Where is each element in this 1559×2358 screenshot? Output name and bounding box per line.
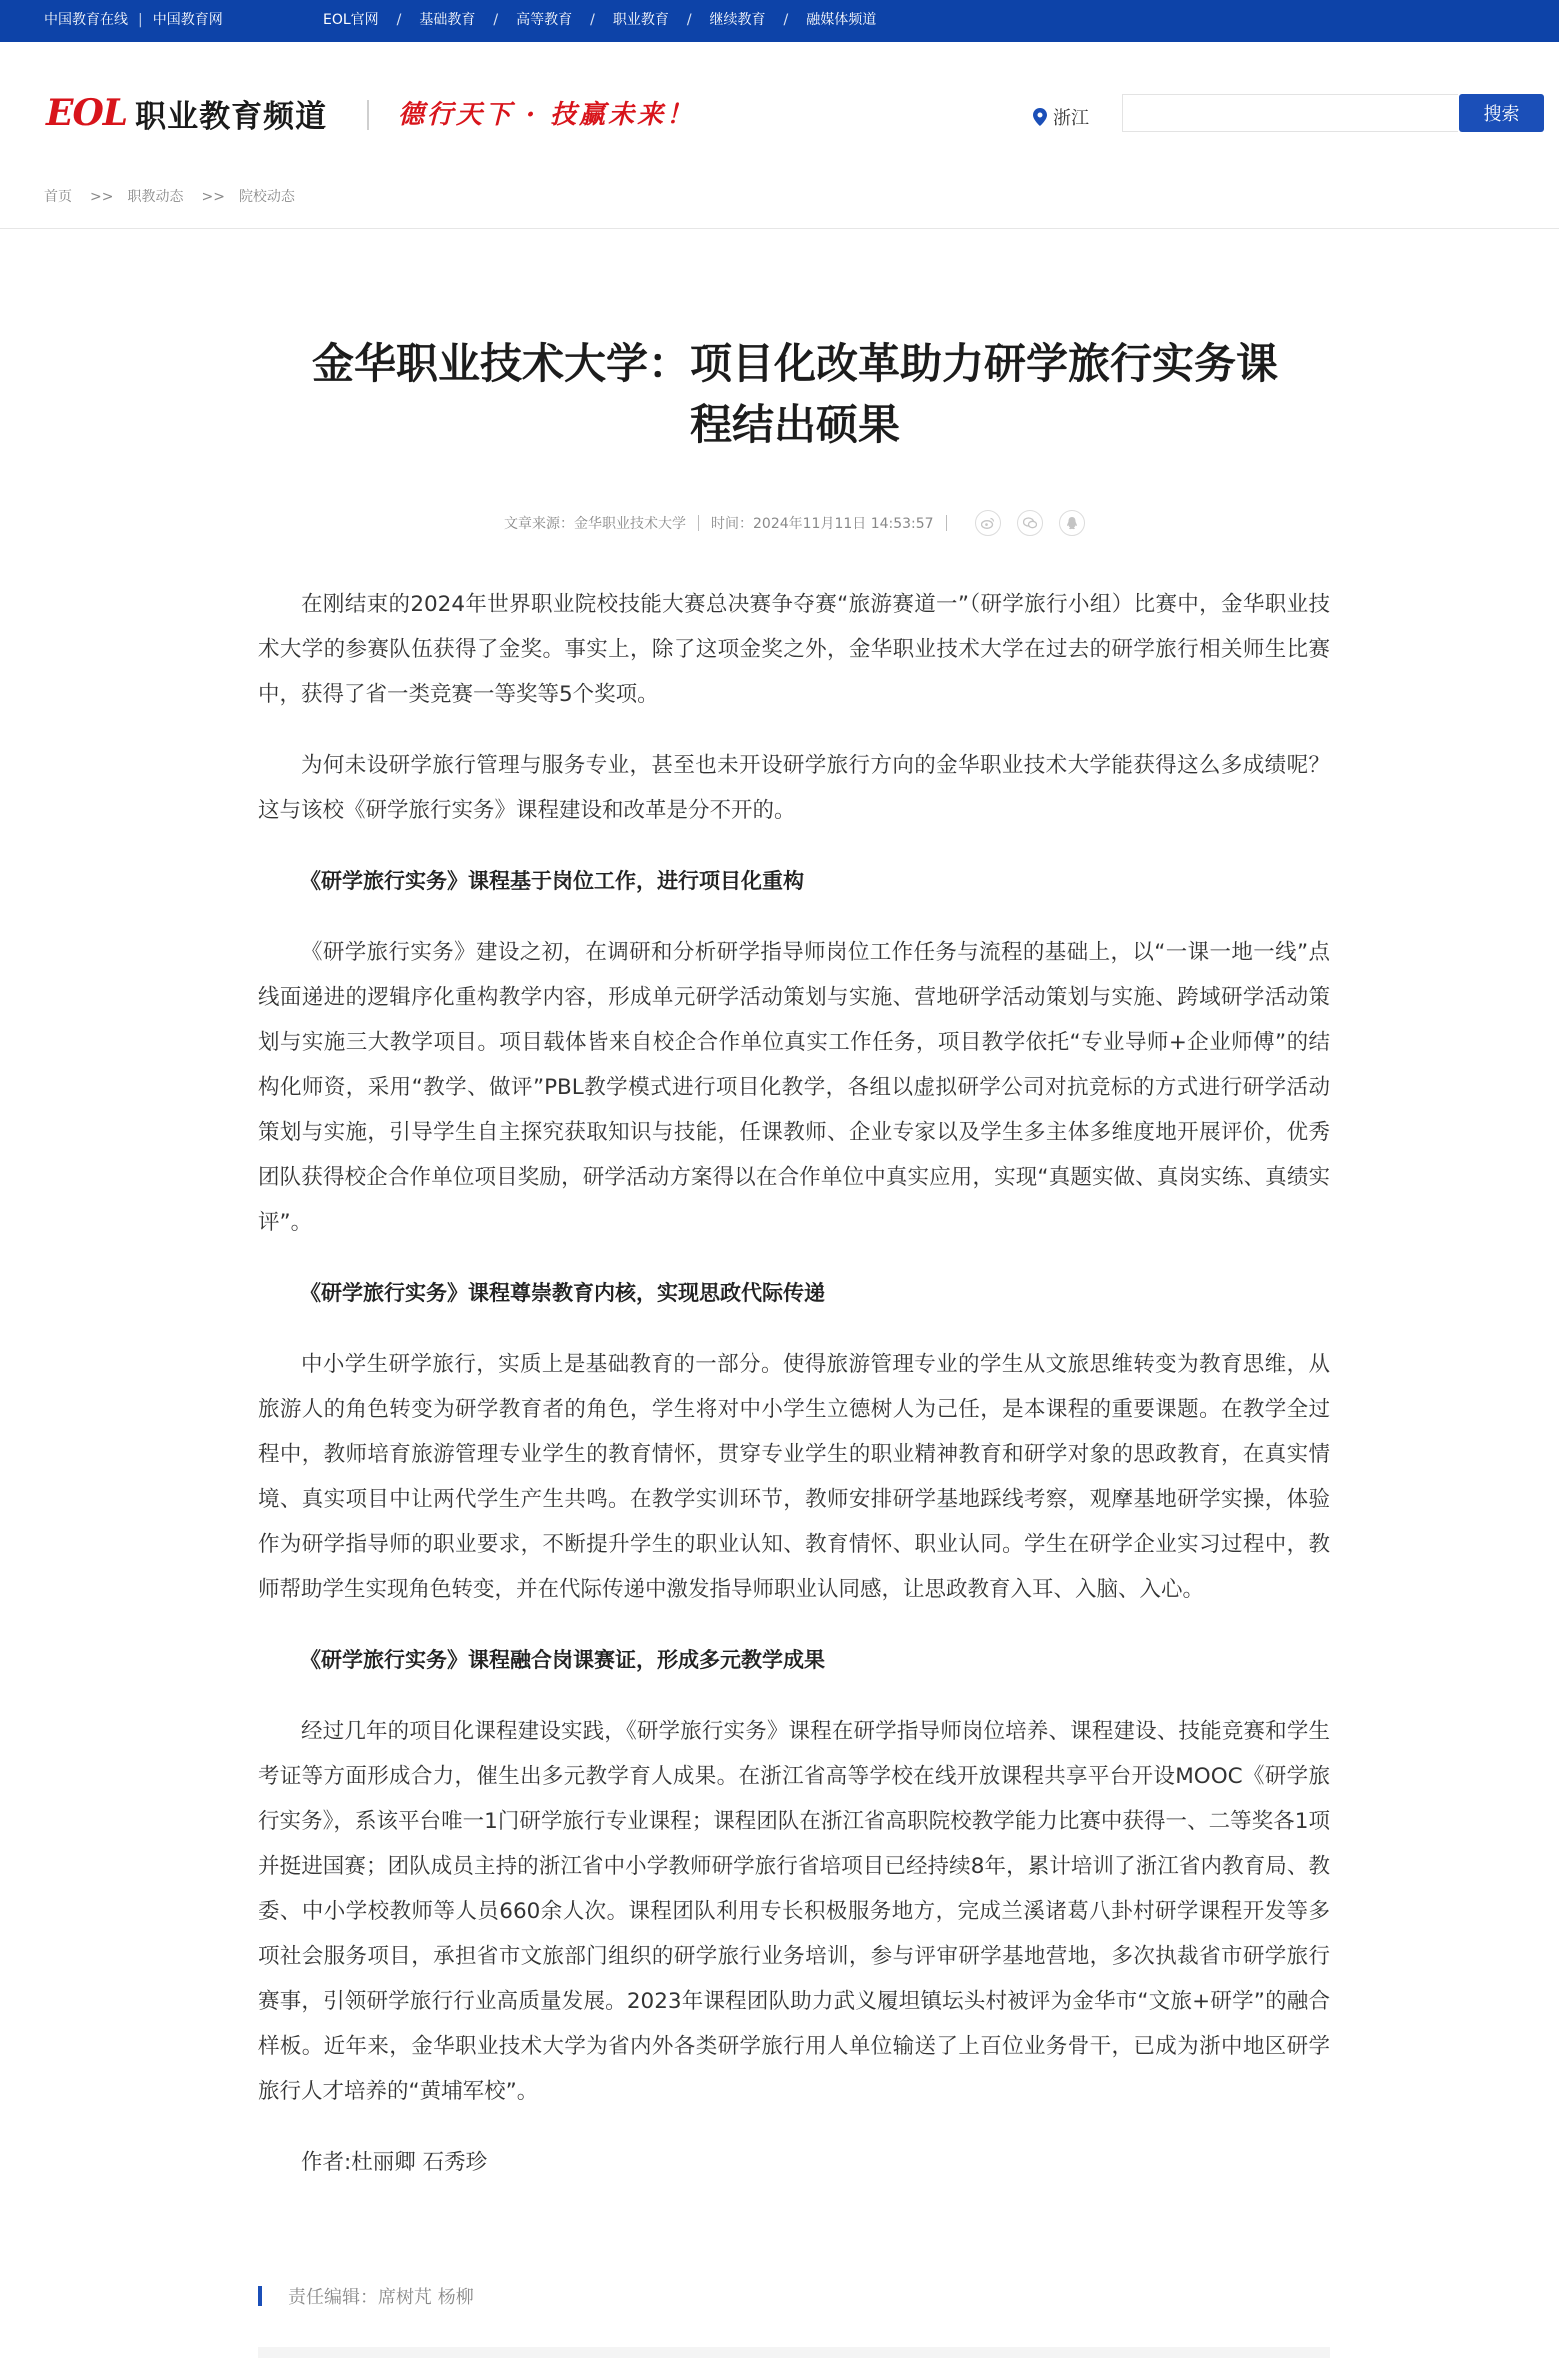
nav-vocational-education[interactable]: 职业教育 — [612, 12, 669, 28]
nav-basic-education[interactable]: 基础教育 — [419, 12, 476, 28]
site-header — [0, 42, 1559, 172]
article-paragraph: 中小学生研学旅行，实质上是基础教育的一部分。使得旅游管理专业的学生从文旅思维转变为教育思维，从旅游人的角色转变为研学教育者的角色，学生将对中小学生立德树人为己任，是本课程的重要课题。在教学全过程中，教师培育旅游管理专业学生的教育情怀，贯穿专业学生的职业精神教育和研学对象的思政教育，在真实情境、真实项目中让两代学生产生共鸣。在教学实训环节，教师安排研学基地踩线考察，观摩基地研学实操，体验作为研学指导师的职业要求，不断提升学生的职业认知、教育情怀、职业认同。学生在研学企业实习过程中，教师帮助学生实现角色转变，并在代际传递中激发指导师职业认同感，让思政教育入耳、入脑、入心。 — [258, 1352, 1330, 1602]
breadcrumb — [44, 186, 295, 206]
search-input[interactable] — [1122, 94, 1458, 132]
article-title-line-1: 金华职业技术大学：项目化改革助力研学旅行实务课 — [311, 339, 1278, 388]
nav-higher-education[interactable]: 高等教育 — [516, 12, 573, 28]
header-divider — [0, 228, 1559, 229]
responsible-editor — [258, 2283, 474, 2309]
editor-label: 责任编辑：席树芃 杨柳 — [288, 2287, 474, 2308]
article-section-heading: 《研学旅行实务》课程尊崇教育内核，实现思政代际传递 — [300, 1281, 825, 1305]
logo-channel-text: 职业教育频道 — [135, 98, 328, 135]
nav-media-channel[interactable]: 融媒体频道 — [806, 12, 877, 28]
meta-divider — [698, 515, 699, 531]
breadcrumb-home[interactable]: 首页 — [44, 189, 72, 205]
meta-divider — [946, 515, 947, 531]
breadcrumb-separator: >> — [201, 189, 225, 205]
top-nav: EOL官网 / 基础教育 / 高等教育 / 职业教育 / 继续教育 / 融媒体频道 — [323, 12, 877, 28]
article-title-line-2: 程结出硕果 — [689, 400, 900, 449]
wechat-icon[interactable] — [1017, 510, 1043, 536]
breadcrumb-school-news[interactable]: 院校动态 — [238, 189, 295, 205]
article-time: 时间：2024年11月11日 14:53:57 — [711, 516, 934, 532]
logo-eol-text: EOL — [46, 92, 128, 134]
qq-icon[interactable] — [1059, 510, 1085, 536]
top-bar — [0, 0, 1559, 42]
article-paragraph: 《研学旅行实务》建设之初，在调研和分析研学指导师岗位工作任务与流程的基础上，以“一课一地一线”点线面递进的逻辑序化重构教学内容，形成单元研学活动策划与实施、营地研学活动策划与实施、跨域研学活动策划与实施三大教学项目。项目载体皆来自校企合作单位真实工作任务，项目教学依托“专业导师+企业师傅”的结构化师资，采用“教学、做评”PBL教学模式进行项目化教学，各组以虚拟研学公司对抗竞标的方式进行研学活动策划与实施，引导学生自主探究获取知识与技能，任课教师、企业专家以及学生多主体多维度地开展评价，优秀团队获得校企合作单位项目奖励，研学活动方案得以在合作单位中真实应用，实现“真题实做、真岗实练、真绩实评”。 — [258, 940, 1330, 1235]
editor-accent-bar — [258, 2286, 262, 2306]
location-selector[interactable] — [1033, 104, 1089, 130]
site-link-eol[interactable]: 中国教育在线 — [44, 12, 128, 28]
article-author: 作者:杜丽卿 石秀珍 — [301, 2150, 488, 2175]
article-meta — [504, 512, 1101, 534]
breadcrumb-vocational-news[interactable]: 职教动态 — [127, 189, 184, 205]
site-link-edu[interactable]: 中国教育网 — [152, 12, 223, 28]
location-label: 浙江 — [1053, 108, 1089, 129]
site-links — [44, 0, 223, 42]
article-section-heading: 《研学旅行实务》课程基于岗位工作，进行项目化重构 — [300, 869, 804, 893]
footer-strip — [258, 2347, 1330, 2358]
nav-eol-official[interactable]: EOL官网 — [323, 12, 379, 28]
article-section-heading: 《研学旅行实务》课程融合岗课赛证，形成多元教学成果 — [300, 1648, 825, 1672]
article-paragraph: 经过几年的项目化课程建设实践，《研学旅行实务》课程在研学指导师岗位培养、课程建设、技能竞赛和学生考证等方面形成合力，催生出多元教学育人成果。在浙江省高等学校在线开放课程共享平台开设MOOC《研学旅行实务》，系该平台唯一1门研学旅行专业课程；课程团队在浙江省高职院校教学能力比赛中获得一、二等奖各1项并挺进国赛；团队成员主持的浙江省中小学教师研学旅行省培项目已经持续8年，累计培训了浙江省内教育局、教委、中小学校教师等人员660余人次。课程团队利用专长积极服务地方，完成兰溪诸葛八卦村研学课程开发等多项社会服务项目，承担省市文旅部门组织的研学旅行业务培训，参与评审研学基地营地，多次执裁省市研学旅行赛事，引领研学旅行行业高质量发展。2023年课程团队助力武义履坦镇坛头村被评为金华市“文旅+研学”的融合样板。近年来，金华职业技术大学为省内外各类研学旅行用人单位输送了上百位业务骨干，已成为浙中地区研学旅行人才培养的“黄埔军校”。 — [258, 1719, 1330, 2104]
nav-continuing-education[interactable]: 继续教育 — [709, 12, 766, 28]
breadcrumb-separator: >> — [90, 189, 114, 205]
search-button[interactable]: 搜索 — [1459, 94, 1544, 132]
location-pin-icon — [1033, 108, 1047, 126]
site-logo[interactable] — [46, 88, 327, 138]
logo-divider — [367, 100, 369, 130]
article-body — [258, 582, 1330, 2185]
weibo-icon[interactable] — [975, 510, 1001, 536]
article-paragraph: 为何未设研学旅行管理与服务专业，甚至也未开设研学旅行方向的金华职业技术大学能获得这么多成绩呢？这与该校《研学旅行实务》课程建设和改革是分不开的。 — [258, 753, 1330, 823]
site-link-separator: | — [138, 12, 143, 28]
article-paragraph: 在刚结束的2024年世界职业院校技能大赛总决赛争夺赛“旅游赛道一”（研学旅行小组）比赛中，金华职业技术大学的参赛队伍获得了金奖。事实上，除了这项金奖之外，金华职业技术大学在过去的研学旅行相关师生比赛中，获得了省一类竞赛一等奖等5个奖项。 — [258, 592, 1330, 707]
share-buttons — [975, 510, 1101, 536]
article-title — [258, 333, 1332, 455]
article-source: 文章来源：金华职业技术大学 — [504, 516, 686, 532]
channel-slogan: 德行天下 · 技赢未来！ — [398, 100, 696, 130]
